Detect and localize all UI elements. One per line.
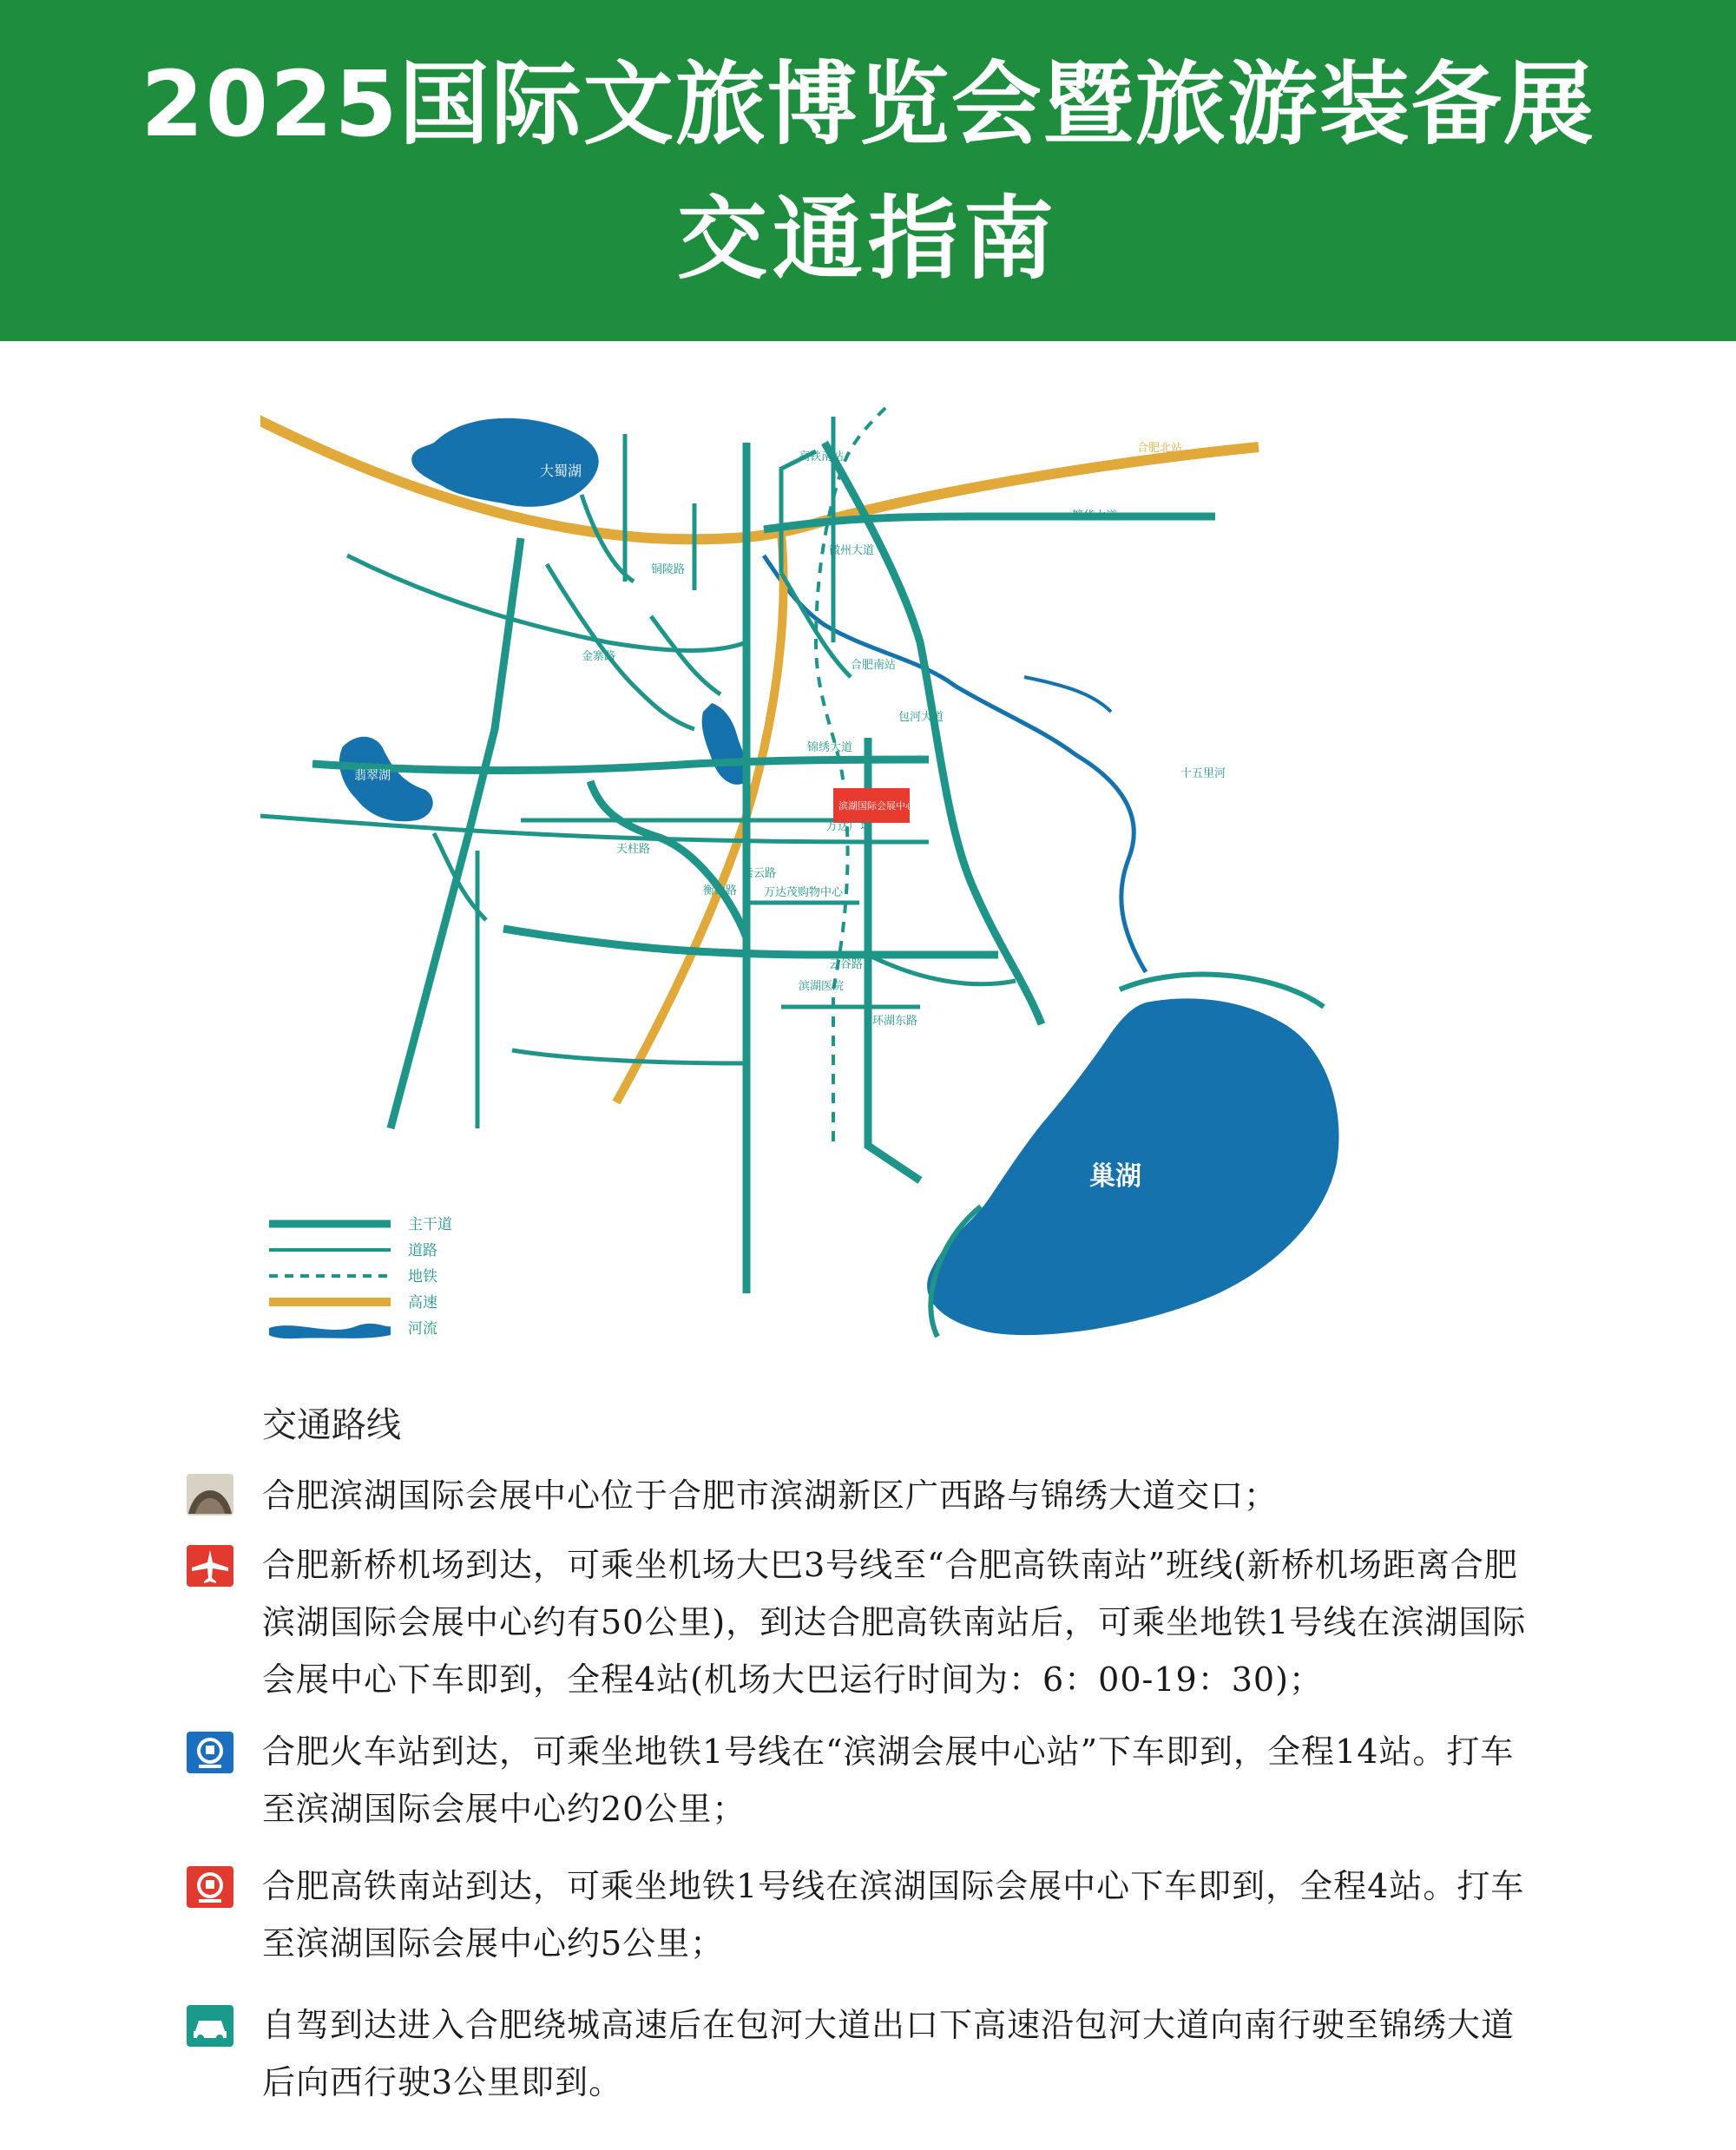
label-shiwuli: 十五里河 (1180, 767, 1226, 780)
label-wanda: 万达广场 (826, 820, 872, 833)
label-shopping: 万达茂购物中心 (764, 886, 844, 899)
route-text-car: 自驾到达进入合肥绕城高速后在包河大道出口下高速沿包河大道向南行驶至锦绣大道后向西行驶3公里即到。 (262, 2006, 1516, 2101)
high-speed-rail-icon (187, 1866, 233, 1908)
label-baohe: 包河大道 (898, 711, 944, 724)
label-ziyun: 紫云路 (742, 867, 777, 880)
page-title: 2025国际文旅博览会暨旅游装备展 (141, 51, 1595, 157)
legend-highway: 高速 (408, 1294, 437, 1312)
airplane-icon (187, 1545, 233, 1587)
header-banner (0, 0, 1736, 341)
label-lake-dashu: 大蜀湖 (540, 463, 582, 479)
label-hospital: 滨湖医院 (799, 980, 845, 993)
label-hengshan: 衡山路 (703, 884, 738, 897)
label-huanhu: 环湖东路 (872, 1015, 918, 1028)
label-tianzhu: 天柱路 (616, 843, 651, 856)
label-metro-center: 高铁南站 (799, 450, 845, 464)
car-icon (187, 2005, 233, 2047)
label-lake-cuiwei: 翡翠湖 (354, 769, 391, 783)
label-jinzhai: 金寨路 (582, 650, 616, 663)
route-section-title: 交通路线 (262, 1405, 401, 1445)
route-text-hsr: 合肥高铁南站到达，可乘坐地铁1号线在滨湖国际会展中心下车即到，全程4站。打车至滨湖国际会展中心约5公里； (262, 1867, 1525, 1963)
map-canvas (260, 365, 1476, 1363)
label-south-station: 合肥南站 (851, 659, 897, 672)
label-venue: 滨湖国际会展中心 (838, 800, 915, 812)
label-guangxi: 锦绣大道 (807, 741, 853, 754)
label-lake-chaohu: 巢湖 (1089, 1161, 1141, 1192)
route-text-airport: 合肥新桥机场到达，可乘坐机场大巴3号线至“合肥高铁南站”班线(新桥机场距离合肥滨湖国际会展中心约有50公里)，到达合肥高铁南站后，可乘坐地铁1号线在滨湖国际会展中心下车即到，全程4站(机场大巴运行时间为：6：00-19：30)； (262, 1546, 1527, 1699)
legend-main-road: 主干道 (408, 1216, 452, 1233)
building-icon (187, 1474, 233, 1516)
transit-map (260, 365, 1476, 1363)
label-yunhe: 云谷路 (829, 958, 864, 971)
label-tongling: 铜陵路 (651, 563, 686, 576)
train-station-icon (187, 1732, 233, 1773)
legend-road: 道路 (408, 1242, 437, 1259)
page-subtitle: 交通指南 (676, 186, 1059, 292)
map-legend (269, 1216, 452, 1338)
label-huizhou: 徽州大道 (829, 544, 875, 557)
route-text-train: 合肥火车站到达，可乘坐地铁1号线在“滨湖会展中心站”下车即到，全程14站。打车至滨湖国际会展中心约20公里； (262, 1732, 1515, 1828)
legend-metro: 地铁 (408, 1268, 437, 1285)
route-text-venue: 合肥滨湖国际会展中心位于合肥市滨湖新区广西路与锦绣大道交口； (262, 1476, 1279, 1515)
legend-river: 河流 (408, 1320, 437, 1338)
label-fanhua: 繁华大道 (1072, 510, 1118, 523)
label-hefei-north: 合肥北站 (1137, 442, 1183, 455)
